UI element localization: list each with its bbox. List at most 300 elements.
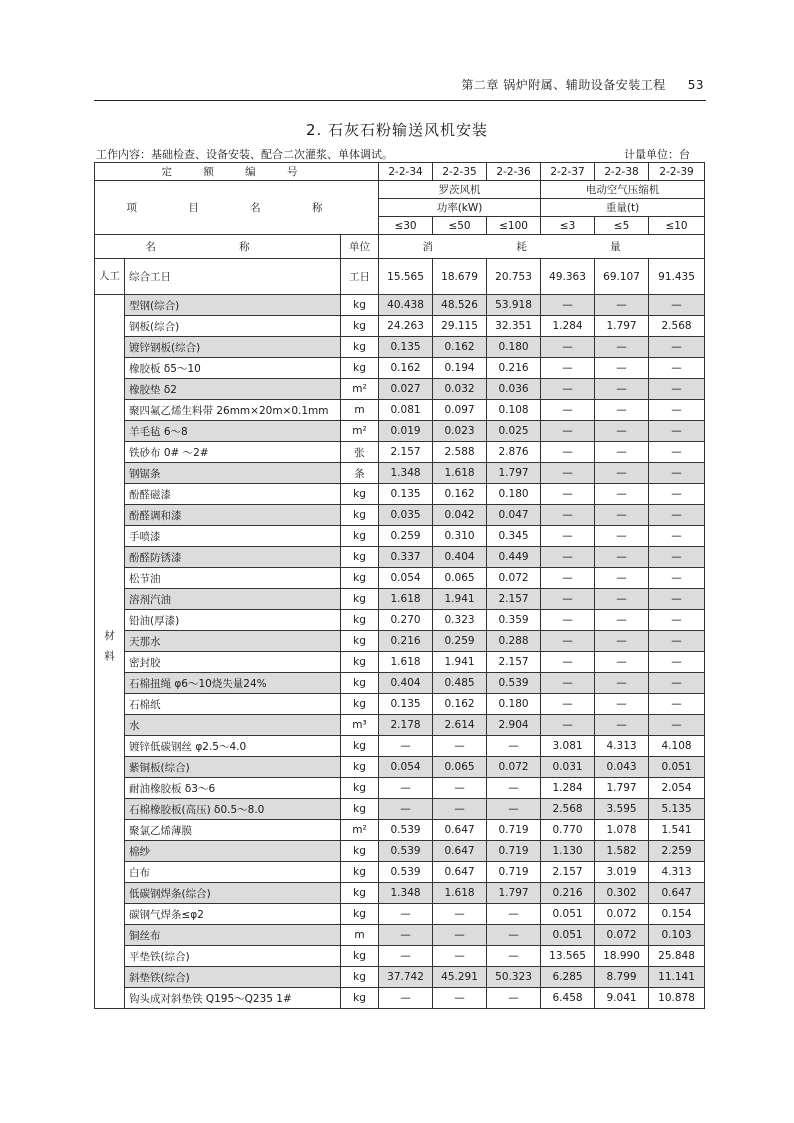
- material-name: 型钢(综合): [125, 295, 341, 316]
- material-value: 0.154: [649, 904, 705, 925]
- material-value: 1.348: [379, 883, 433, 904]
- material-value: —: [379, 946, 433, 967]
- material-value: —: [649, 568, 705, 589]
- material-value: —: [649, 421, 705, 442]
- material-value: —: [541, 715, 595, 736]
- material-value: —: [541, 547, 595, 568]
- material-value: —: [541, 610, 595, 631]
- material-value: 0.259: [433, 631, 487, 652]
- material-name: 紫铜板(综合): [125, 757, 341, 778]
- material-value: 0.449: [487, 547, 541, 568]
- material-value: 4.108: [649, 736, 705, 757]
- material-name: 钩头成对斜垫铁 Q195～Q235 1#: [125, 988, 341, 1009]
- material-value: 0.647: [649, 883, 705, 904]
- material-value: 0.180: [487, 484, 541, 505]
- material-unit: kg: [341, 316, 379, 337]
- material-value: —: [379, 904, 433, 925]
- limit-value: ≤100: [487, 217, 541, 235]
- material-value: 0.216: [487, 358, 541, 379]
- material-value: 50.323: [487, 967, 541, 988]
- labor-value: 49.363: [541, 259, 595, 295]
- material-value: 0.770: [541, 820, 595, 841]
- material-row: [95, 547, 705, 568]
- material-name: 钢板(综合): [125, 316, 341, 337]
- material-value: —: [595, 526, 649, 547]
- material-value: 48.526: [433, 295, 487, 316]
- group2-param: 重量(t): [541, 199, 705, 217]
- material-value: —: [541, 295, 595, 316]
- material-row: [95, 589, 705, 610]
- material-name: 铜丝布: [125, 925, 341, 946]
- material-name: 酚醛调和漆: [125, 505, 341, 526]
- material-unit: kg: [341, 841, 379, 862]
- material-unit: kg: [341, 694, 379, 715]
- header-rule: [94, 100, 706, 101]
- material-row: [95, 820, 705, 841]
- material-value: 0.047: [487, 505, 541, 526]
- material-value: 24.263: [379, 316, 433, 337]
- material-unit: kg: [341, 610, 379, 631]
- material-name: 石棉纸: [125, 694, 341, 715]
- material-value: —: [541, 337, 595, 358]
- material-value: 0.539: [379, 862, 433, 883]
- material-value: 0.031: [541, 757, 595, 778]
- material-value: —: [433, 736, 487, 757]
- material-value: —: [649, 484, 705, 505]
- material-value: —: [595, 673, 649, 694]
- category-materials: [95, 295, 125, 1009]
- material-value: —: [649, 589, 705, 610]
- material-value: 0.072: [595, 925, 649, 946]
- labor-value: 91.435: [649, 259, 705, 295]
- quota-code-label: 定 额 编 号: [95, 163, 379, 181]
- material-value: 0.404: [379, 673, 433, 694]
- material-value: —: [379, 925, 433, 946]
- material-value: 0.081: [379, 400, 433, 421]
- material-value: —: [595, 358, 649, 379]
- material-value: 0.065: [433, 757, 487, 778]
- material-value: —: [595, 421, 649, 442]
- material-value: 0.647: [433, 841, 487, 862]
- material-value: 0.097: [433, 400, 487, 421]
- measurement-unit: 计量单位：台: [624, 148, 690, 161]
- running-head: [96, 76, 704, 98]
- material-value: —: [541, 694, 595, 715]
- material-name: 手喷漆: [125, 526, 341, 547]
- material-row: [95, 316, 705, 337]
- material-value: 0.072: [595, 904, 649, 925]
- material-value: 40.438: [379, 295, 433, 316]
- material-row: [95, 715, 705, 736]
- material-value: —: [541, 589, 595, 610]
- material-row: [95, 778, 705, 799]
- material-value: 1.618: [379, 589, 433, 610]
- category-materials-label: 材料: [103, 629, 115, 671]
- quota-code: 2-2-38: [595, 163, 649, 181]
- material-value: 2.614: [433, 715, 487, 736]
- material-value: 0.051: [649, 757, 705, 778]
- material-value: —: [595, 568, 649, 589]
- material-row: [95, 652, 705, 673]
- material-value: 10.878: [649, 988, 705, 1009]
- material-unit: kg: [341, 526, 379, 547]
- material-unit: kg: [341, 337, 379, 358]
- material-unit: m²: [341, 379, 379, 400]
- material-value: 0.051: [541, 904, 595, 925]
- column-header-name: 名 称: [95, 235, 341, 259]
- material-unit: kg: [341, 862, 379, 883]
- material-value: 0.135: [379, 484, 433, 505]
- material-row: [95, 799, 705, 820]
- material-value: 9.041: [595, 988, 649, 1009]
- item-name-label: 项 目 名 称: [95, 181, 379, 235]
- material-value: 5.135: [649, 799, 705, 820]
- material-value: —: [541, 505, 595, 526]
- material-row: [95, 841, 705, 862]
- material-value: 13.565: [541, 946, 595, 967]
- material-value: —: [595, 715, 649, 736]
- material-value: 4.313: [595, 736, 649, 757]
- material-value: 2.904: [487, 715, 541, 736]
- material-row: [95, 442, 705, 463]
- material-value: 2.157: [487, 589, 541, 610]
- material-name: 聚四氟乙烯生料带 26mm×20m×0.1mm: [125, 400, 341, 421]
- material-value: —: [595, 295, 649, 316]
- material-row: [95, 400, 705, 421]
- material-value: 2.568: [541, 799, 595, 820]
- material-value: 0.108: [487, 400, 541, 421]
- material-value: —: [433, 988, 487, 1009]
- chapter-title: 第二章 锅炉附属、辅助设备安装工程: [461, 78, 666, 92]
- material-row: [95, 337, 705, 358]
- material-row: [95, 484, 705, 505]
- material-unit: m²: [341, 820, 379, 841]
- material-value: 0.539: [379, 841, 433, 862]
- material-row: [95, 463, 705, 484]
- material-value: 0.162: [433, 484, 487, 505]
- material-value: 0.027: [379, 379, 433, 400]
- material-name: 棉纱: [125, 841, 341, 862]
- material-row: [95, 631, 705, 652]
- material-value: —: [649, 505, 705, 526]
- material-value: 0.180: [487, 694, 541, 715]
- material-unit: kg: [341, 568, 379, 589]
- material-name: 铅油(厚漆): [125, 610, 341, 631]
- material-value: —: [649, 547, 705, 568]
- material-value: 0.719: [487, 820, 541, 841]
- material-value: —: [541, 421, 595, 442]
- material-value: —: [487, 736, 541, 757]
- material-name: 低碳钢焊条(综合): [125, 883, 341, 904]
- material-value: 0.035: [379, 505, 433, 526]
- material-unit: kg: [341, 736, 379, 757]
- material-value: 0.032: [433, 379, 487, 400]
- material-unit: m: [341, 925, 379, 946]
- material-value: —: [595, 694, 649, 715]
- material-unit: kg: [341, 673, 379, 694]
- material-value: —: [433, 778, 487, 799]
- quota-code: 2-2-34: [379, 163, 433, 181]
- material-value: 0.023: [433, 421, 487, 442]
- material-value: —: [595, 589, 649, 610]
- limit-value: ≤10: [649, 217, 705, 235]
- material-value: —: [595, 463, 649, 484]
- material-value: —: [649, 673, 705, 694]
- material-name: 白布: [125, 862, 341, 883]
- material-value: —: [595, 442, 649, 463]
- material-name: 石棉扭绳 φ6～10烧失量24%: [125, 673, 341, 694]
- material-unit: m²: [341, 421, 379, 442]
- material-name: 耐油橡胶板 δ3～6: [125, 778, 341, 799]
- material-value: —: [595, 652, 649, 673]
- material-value: —: [649, 694, 705, 715]
- quota-code: 2-2-37: [541, 163, 595, 181]
- quota-code: 2-2-36: [487, 163, 541, 181]
- material-name: 密封胶: [125, 652, 341, 673]
- material-value: —: [649, 442, 705, 463]
- material-value: —: [433, 799, 487, 820]
- material-value: 11.141: [649, 967, 705, 988]
- material-value: 25.848: [649, 946, 705, 967]
- material-value: —: [487, 799, 541, 820]
- material-unit: 张: [341, 442, 379, 463]
- quota-code: 2-2-35: [433, 163, 487, 181]
- material-value: —: [595, 484, 649, 505]
- page-number: 53: [687, 78, 704, 92]
- material-value: —: [379, 778, 433, 799]
- material-name: 水: [125, 715, 341, 736]
- quota-table: [94, 162, 705, 1009]
- material-row: [95, 526, 705, 547]
- work-content: 工作内容：基础检查、设备安装、配合二次灌浆、单体调试。: [96, 148, 393, 161]
- column-header-unit: 单位: [341, 235, 379, 259]
- material-value: 2.259: [649, 841, 705, 862]
- material-value: —: [595, 379, 649, 400]
- material-row: [95, 295, 705, 316]
- material-unit: kg: [341, 295, 379, 316]
- material-name: 石棉橡胶板(高压) δ0.5～8.0: [125, 799, 341, 820]
- material-row: [95, 862, 705, 883]
- material-value: —: [649, 379, 705, 400]
- material-value: 1.797: [487, 463, 541, 484]
- material-unit: kg: [341, 505, 379, 526]
- material-unit: m: [341, 400, 379, 421]
- labor-value: 18.679: [433, 259, 487, 295]
- limit-value: ≤3: [541, 217, 595, 235]
- material-value: 6.285: [541, 967, 595, 988]
- material-unit: kg: [341, 883, 379, 904]
- material-value: 0.337: [379, 547, 433, 568]
- material-value: 1.797: [595, 316, 649, 337]
- material-value: 0.216: [541, 883, 595, 904]
- material-value: —: [487, 946, 541, 967]
- material-value: 0.072: [487, 568, 541, 589]
- material-value: 2.157: [487, 652, 541, 673]
- material-value: 2.178: [379, 715, 433, 736]
- material-unit: m³: [341, 715, 379, 736]
- material-name: 镀锌低碳钢丝 φ2.5～4.0: [125, 736, 341, 757]
- material-value: 3.019: [595, 862, 649, 883]
- material-value: 2.568: [649, 316, 705, 337]
- material-unit: kg: [341, 589, 379, 610]
- material-value: 0.194: [433, 358, 487, 379]
- material-value: 3.081: [541, 736, 595, 757]
- material-value: —: [433, 904, 487, 925]
- material-value: 0.051: [541, 925, 595, 946]
- material-unit: kg: [341, 799, 379, 820]
- material-name: 聚氯乙烯薄膜: [125, 820, 341, 841]
- material-value: 0.539: [379, 820, 433, 841]
- material-value: —: [379, 799, 433, 820]
- material-value: —: [595, 505, 649, 526]
- material-name: 橡胶板 δ5～10: [125, 358, 341, 379]
- material-value: 0.216: [379, 631, 433, 652]
- material-value: —: [649, 463, 705, 484]
- material-unit: kg: [341, 484, 379, 505]
- material-value: 29.115: [433, 316, 487, 337]
- material-unit: kg: [341, 988, 379, 1009]
- work-content-line: [96, 146, 704, 162]
- material-value: 18.990: [595, 946, 649, 967]
- material-value: 0.539: [487, 673, 541, 694]
- material-value: —: [433, 946, 487, 967]
- material-row: [95, 421, 705, 442]
- material-value: 1.941: [433, 589, 487, 610]
- material-name: 天那水: [125, 631, 341, 652]
- material-value: 1.618: [433, 463, 487, 484]
- limit-value: ≤50: [433, 217, 487, 235]
- material-value: —: [595, 337, 649, 358]
- material-value: —: [541, 673, 595, 694]
- material-value: 2.588: [433, 442, 487, 463]
- material-value: —: [487, 778, 541, 799]
- material-value: —: [595, 547, 649, 568]
- material-value: 1.797: [487, 883, 541, 904]
- material-value: 0.162: [379, 358, 433, 379]
- material-name: 橡胶垫 δ2: [125, 379, 341, 400]
- material-value: 32.351: [487, 316, 541, 337]
- material-unit: kg: [341, 631, 379, 652]
- material-unit: kg: [341, 547, 379, 568]
- material-value: 0.719: [487, 862, 541, 883]
- material-value: 1.348: [379, 463, 433, 484]
- material-value: —: [541, 631, 595, 652]
- material-value: 3.595: [595, 799, 649, 820]
- material-unit: kg: [341, 946, 379, 967]
- material-value: 1.582: [595, 841, 649, 862]
- material-value: 0.647: [433, 862, 487, 883]
- material-value: —: [649, 652, 705, 673]
- material-value: 8.799: [595, 967, 649, 988]
- material-value: 0.180: [487, 337, 541, 358]
- material-row: [95, 379, 705, 400]
- material-value: —: [595, 610, 649, 631]
- material-unit: kg: [341, 967, 379, 988]
- quota-code: 2-2-39: [649, 163, 705, 181]
- material-value: —: [541, 400, 595, 421]
- labor-value: 20.753: [487, 259, 541, 295]
- material-value: 0.647: [433, 820, 487, 841]
- material-value: —: [541, 526, 595, 547]
- material-value: —: [649, 526, 705, 547]
- material-value: —: [541, 358, 595, 379]
- material-row: [95, 568, 705, 589]
- material-row: [95, 946, 705, 967]
- material-value: 0.036: [487, 379, 541, 400]
- material-value: 53.918: [487, 295, 541, 316]
- material-value: 0.270: [379, 610, 433, 631]
- material-value: —: [433, 925, 487, 946]
- limit-value: ≤5: [595, 217, 649, 235]
- material-value: —: [649, 358, 705, 379]
- material-value: 0.135: [379, 694, 433, 715]
- material-row: [95, 694, 705, 715]
- material-name: 碳钢气焊条≤φ2: [125, 904, 341, 925]
- material-value: 0.359: [487, 610, 541, 631]
- material-value: 45.291: [433, 967, 487, 988]
- material-value: 0.025: [487, 421, 541, 442]
- material-value: 2.157: [379, 442, 433, 463]
- material-value: 0.323: [433, 610, 487, 631]
- material-value: —: [541, 463, 595, 484]
- group-roots-blower: 罗茨风机: [379, 181, 541, 199]
- material-name: 酚醛磁漆: [125, 484, 341, 505]
- material-unit: kg: [341, 652, 379, 673]
- material-value: 1.941: [433, 652, 487, 673]
- group-air-compressor: 电动空气压缩机: [541, 181, 705, 199]
- section-title: 2. 石灰石粉输送风机安装: [305, 121, 489, 139]
- labor-value: 69.107: [595, 259, 649, 295]
- labor-name: 综合工日: [125, 259, 341, 295]
- material-value: 0.042: [433, 505, 487, 526]
- material-value: —: [541, 484, 595, 505]
- material-value: 1.078: [595, 820, 649, 841]
- material-value: 1.618: [379, 652, 433, 673]
- material-unit: kg: [341, 904, 379, 925]
- material-value: 6.458: [541, 988, 595, 1009]
- material-value: 1.797: [595, 778, 649, 799]
- material-value: 0.404: [433, 547, 487, 568]
- material-unit: kg: [341, 757, 379, 778]
- material-name: 钢锯条: [125, 463, 341, 484]
- material-value: —: [541, 442, 595, 463]
- material-value: 0.065: [433, 568, 487, 589]
- material-value: 0.345: [487, 526, 541, 547]
- material-value: —: [541, 652, 595, 673]
- material-value: 0.072: [487, 757, 541, 778]
- material-value: 0.259: [379, 526, 433, 547]
- material-value: 2.876: [487, 442, 541, 463]
- material-value: —: [649, 631, 705, 652]
- material-value: 0.162: [433, 337, 487, 358]
- labor-unit: 工日: [341, 259, 379, 295]
- material-name: 铁砂布 0# ～2#: [125, 442, 341, 463]
- material-value: 37.742: [379, 967, 433, 988]
- material-value: 2.054: [649, 778, 705, 799]
- column-header-consumption: 消 耗 量: [379, 235, 705, 259]
- material-row: [95, 988, 705, 1009]
- material-row: [95, 505, 705, 526]
- material-value: 2.157: [541, 862, 595, 883]
- material-value: —: [649, 337, 705, 358]
- labor-value: 15.565: [379, 259, 433, 295]
- material-value: 0.288: [487, 631, 541, 652]
- material-value: —: [487, 925, 541, 946]
- material-value: —: [649, 715, 705, 736]
- material-row: [95, 925, 705, 946]
- material-value: —: [487, 904, 541, 925]
- material-value: —: [379, 736, 433, 757]
